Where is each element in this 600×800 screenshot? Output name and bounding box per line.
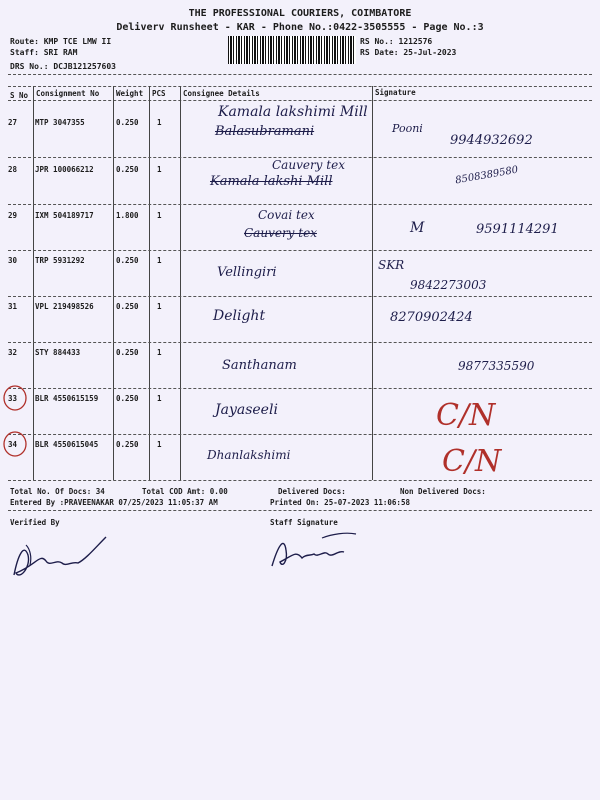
barcode-image [228,36,356,64]
row-consignment-no: TRP 5931292 [35,256,85,265]
red-circle-marks [0,380,40,470]
col-divider [113,86,114,480]
row-signature-name: M [410,220,425,236]
column-header-divider-top [8,86,592,87]
verifier-signature-image [6,525,116,590]
col-header-weight: Weight [116,89,144,98]
delivered-docs: Delivered Docs: [278,487,346,496]
row-weight: 0.250 [116,118,139,127]
row-consignee-struck: Cauvery tex [244,226,317,240]
entered-by: Entered By :PRAVEENAKAR 07/25/2023 11:05:37 AM [10,498,218,507]
row-pcs: 1 [157,211,162,220]
row-pcs: 1 [157,302,162,311]
row-signature-cn: C/N [436,398,496,433]
row-weight: 0.250 [116,394,139,403]
runsheet-subtitle: Deliverv Runsheet - KAR - Phone No.:0422-3505555 - Page No.:3 [116,22,484,33]
row-weight: 0.250 [116,256,139,265]
total-cod: Total COD Amt: 0.00 [142,487,228,496]
row-sno: 30 [8,256,18,265]
col-divider [149,86,150,480]
col-divider [372,86,373,480]
row-consignee: Delight [213,308,266,324]
col-header-signature: Signature [375,88,416,97]
printed-on: Printed On: 25-07-2023 11:06:58 [270,498,410,507]
row-divider [8,342,592,343]
row-sno: 34 [8,440,18,449]
staff-label: Staff: SRI RAM [10,48,78,57]
row-signature-phone: 9877335590 [458,359,535,373]
row-sno: 31 [8,302,18,311]
row-divider [8,434,592,435]
row-signature-phone: 9944932692 [450,133,533,148]
company-title: THE PROFESSIONAL COURIERS, COIMBATORE [188,8,412,19]
row-signature-phone: 9591114291 [476,222,559,237]
row-consignment-no: VPL 219498526 [35,302,94,311]
row-divider [8,296,592,297]
row-consignee-struck: Balasubramani [215,124,315,139]
col-header-consignment: Consignment No [36,89,100,98]
staff-signature-label: Staff Signature [270,518,338,527]
route-label: Route: KMP TCE LMW II [10,37,112,46]
drs-label: DRS No.: DCJB121257603 [10,62,116,71]
col-header-pcs: PCS [152,89,166,98]
row-weight: 0.250 [116,302,139,311]
row-consignee: Cauvery tex [272,158,345,172]
row-sno: 32 [8,348,18,357]
row-consignment-no: BLR 4550615045 [35,440,99,449]
total-docs: Total No. Of Docs: 34 [10,487,105,496]
footer-divider [8,510,592,511]
col-divider [180,86,181,480]
row-weight: 1.800 [116,211,139,220]
row-consignee: Jayaseeli [215,402,278,418]
row-signature-phone: 8270902424 [390,310,473,325]
row-pcs: 1 [157,348,162,357]
row-consignment-no: BLR 4550615159 [35,394,99,403]
row-sno: 33 [8,394,18,403]
column-header-divider-bottom [8,100,592,101]
col-header-consignee: Consignee Details [183,89,260,98]
row-signature-name: Pooni [392,122,423,135]
row-pcs: 1 [157,394,162,403]
row-consignment-no: STY 884433 [35,348,81,357]
row-weight: 0.250 [116,440,139,449]
row-sno: 28 [8,165,18,174]
row-consignee: Santhanam [222,358,297,373]
verified-by-label: Verified By [10,518,60,527]
header-divider [8,74,592,75]
row-consignment-no: JPR 100066212 [35,165,94,174]
row-signature-name: SKR [378,258,405,272]
row-signature-cn: C/N [442,444,502,479]
row-sno: 29 [8,211,18,220]
table-bottom-divider [8,480,592,481]
row-consignee: Kamala lakshimi Mill [218,104,368,120]
row-signature-phone: 8508389580 [454,164,520,187]
row-divider [8,204,592,205]
row-consignee-struck: Kamala lakshi Mill [210,174,333,189]
row-consignee: Dhanlakshimi [207,448,291,462]
row-consignment-no: MTP 3047355 [35,118,85,127]
row-weight: 0.250 [116,165,139,174]
row-pcs: 1 [157,256,162,265]
row-divider [8,250,592,251]
row-consignee: Vellingiri [217,265,277,280]
col-header-sno: S No [10,91,29,100]
row-divider [8,388,592,389]
rs-date: RS Date: 25-Jul-2023 [360,48,457,57]
row-signature-phone: 9842273003 [410,278,487,292]
row-pcs: 1 [157,165,162,174]
row-pcs: 1 [157,440,162,449]
row-sno: 27 [8,118,18,127]
row-consignee: Covai tex [258,208,315,222]
row-consignment-no: IXM 504189717 [35,211,94,220]
rs-number: RS No.: 1212576 [360,37,433,46]
non-delivered-docs: Non Delivered Docs: [400,487,486,496]
row-pcs: 1 [157,118,162,127]
row-weight: 0.250 [116,348,139,357]
staff-signature-image [262,528,362,573]
